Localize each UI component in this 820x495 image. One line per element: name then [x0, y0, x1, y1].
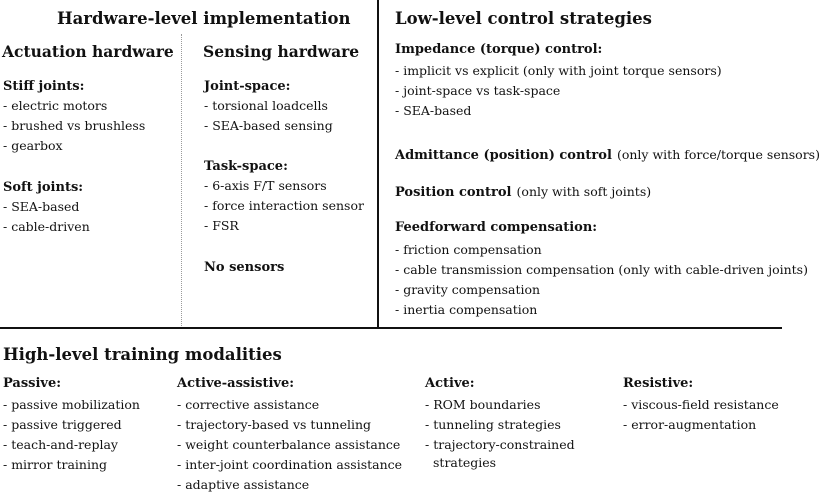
- impedance-heading: Impedance (torque) control:: [395, 42, 603, 57]
- list-item: - adaptive assistance: [177, 477, 310, 492]
- list-item: - passive triggered: [3, 417, 122, 432]
- resistive-heading: Resistive:: [623, 376, 694, 391]
- list-item: - cable transmission compensation (only with cable-driven joints): [395, 262, 808, 277]
- joint-space-list: [204, 96, 333, 136]
- list-item: - cable-driven: [3, 219, 90, 234]
- stiff-joints-list: [3, 96, 145, 156]
- task-space-heading: Task-space:: [204, 159, 288, 174]
- list-item: - tunneling strategies: [425, 417, 561, 432]
- list-item: - viscous-field resistance: [623, 397, 779, 412]
- feedforward-heading: Feedforward compensation:: [395, 220, 598, 235]
- soft-joints-list: [3, 197, 90, 237]
- position-note: (only with soft joints): [516, 184, 652, 199]
- joint-space-heading: Joint-space:: [204, 79, 291, 94]
- list-item: - brushed vs brushless: [3, 118, 146, 133]
- admittance-line: [395, 144, 820, 165]
- list-item: - SEA-based: [395, 103, 472, 118]
- list-item: - weight counterbalance assistance: [177, 437, 401, 452]
- list-item: - implicit vs explicit (only with joint torque sensors): [395, 63, 722, 78]
- list-item: - corrective assistance: [177, 397, 320, 412]
- feedforward-list: [395, 240, 808, 320]
- horizontal-divider: [0, 327, 782, 329]
- stiff-joints-heading: Stiff joints:: [3, 79, 85, 94]
- list-item: - ROM boundaries: [425, 397, 541, 412]
- sensing-title: Sensing hardware: [203, 42, 360, 61]
- list-item: - friction compensation: [395, 242, 542, 257]
- list-item: - inertia compensation: [395, 302, 538, 317]
- list-item: strategies: [433, 455, 497, 470]
- admittance-note: (only with force/torque sensors): [616, 147, 820, 162]
- list-item: - SEA-based sensing: [204, 118, 333, 133]
- list-item: - SEA-based: [3, 199, 80, 214]
- list-item: - electric motors: [3, 98, 108, 113]
- task-space-list: [204, 176, 364, 236]
- hardware-title: Hardware-level implementation: [57, 9, 351, 28]
- active-heading: Active:: [425, 376, 475, 391]
- passive-heading: Passive:: [3, 376, 62, 391]
- list-item: - inter-joint coordination assistance: [177, 457, 403, 472]
- low-level-title: Low-level control strategies: [395, 9, 652, 28]
- admittance-heading: Admittance (position) control: [395, 148, 612, 163]
- list-item: - joint-space vs task-space: [395, 83, 561, 98]
- list-item: - mirror training: [3, 457, 108, 472]
- active-assistive-heading: Active-assistive:: [177, 376, 295, 391]
- list-item: - 6-axis F/T sensors: [204, 178, 327, 193]
- active-list: [425, 395, 575, 471]
- vertical-divider: [377, 0, 379, 327]
- impedance-list: [395, 61, 722, 121]
- list-item: - passive mobilization: [3, 397, 140, 412]
- list-item: - error-augmentation: [623, 417, 757, 432]
- list-item: - force interaction sensor: [204, 198, 364, 213]
- resistive-list: [623, 395, 779, 435]
- position-heading: Position control: [395, 185, 512, 200]
- list-item: - gearbox: [3, 138, 63, 153]
- active-assistive-list: [177, 395, 402, 495]
- high-level-title: High-level training modalities: [3, 345, 282, 364]
- list-item: - gravity compensation: [395, 282, 541, 297]
- no-sensors-label: No sensors: [204, 260, 285, 275]
- list-item: - trajectory-constrained: [425, 437, 575, 452]
- actuation-title: Actuation hardware: [2, 42, 174, 61]
- soft-joints-heading: Soft joints:: [3, 180, 84, 195]
- position-line: [395, 181, 651, 202]
- dotted-divider: [181, 34, 182, 326]
- passive-list: [3, 395, 140, 475]
- list-item: - trajectory-based vs tunneling: [177, 417, 372, 432]
- list-item: - torsional loadcells: [204, 98, 328, 113]
- list-item: - teach-and-replay: [3, 437, 118, 452]
- list-item: - FSR: [204, 218, 239, 233]
